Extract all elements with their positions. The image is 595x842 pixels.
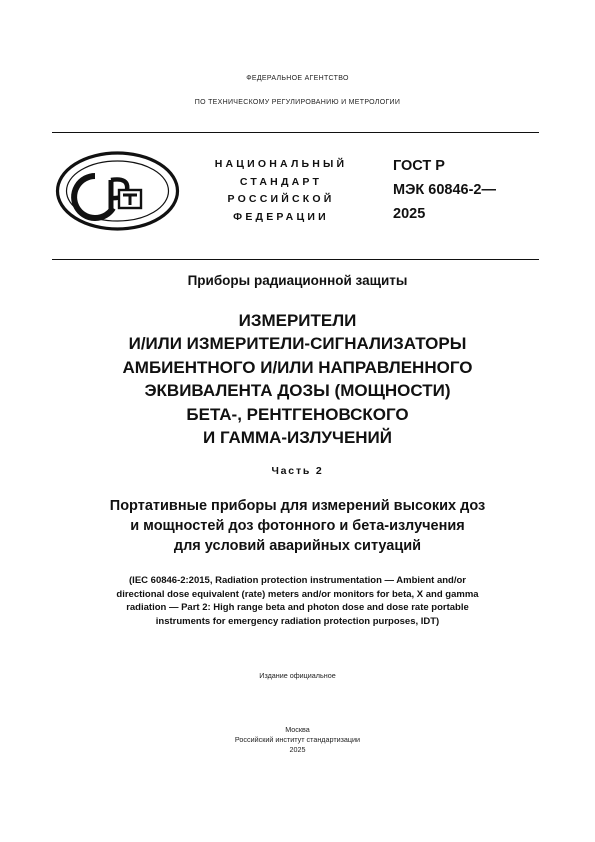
imprint-block	[0, 725, 595, 755]
national-standard-line: ФЕДЕРАЦИИ	[233, 210, 329, 223]
topic-heading: Приборы радиационной защиты	[187, 273, 408, 288]
title-line: И/ИЛИ ИЗМЕРИТЕЛИ-СИГНАЛИЗАТОРЫ	[128, 334, 467, 354]
title-line: БЕТА-, РЕНТГЕНОВСКОГО	[186, 404, 409, 424]
designation-line: ГОСТ Р	[393, 158, 445, 174]
national-standard-line: НАЦИОНАЛЬНЫЙ	[214, 158, 348, 170]
gost-r-emblem-icon	[55, 150, 180, 232]
subtitle-line: Портативные приборы для измерений высоких доз	[109, 498, 486, 514]
edition-note: Издание официальное	[259, 671, 336, 680]
imprint-year: 2025	[289, 745, 306, 754]
imprint-publisher: Российский институт стандартизации	[234, 735, 361, 744]
national-standard-line: РОССИЙСКОЙ	[227, 193, 335, 205]
title-line: АМБИЕНТНОГО И/ИЛИ НАПРАВЛЕННОГО	[122, 357, 473, 377]
national-standard-block	[198, 156, 364, 226]
gost-r-emblem-graphic	[55, 150, 180, 232]
designation-line: 2025	[393, 206, 426, 222]
title-line: ИЗМЕРИТЕЛИ	[238, 311, 357, 330]
iec-reference-line: (IEC 60846-2:2015, Radiation protection instrumentation — Ambient and/or	[129, 575, 466, 586]
imprint-city: Москва	[285, 725, 310, 734]
title-line: ЭКВИВАЛЕНТА ДОЗЫ (МОЩНОСТИ)	[144, 381, 451, 401]
part-label: Часть 2	[271, 465, 324, 477]
iec-reference	[0, 574, 595, 628]
document-subtitle	[0, 496, 595, 556]
national-standard-line: СТАНДАРТ	[239, 175, 323, 188]
standard-designation	[393, 154, 496, 226]
agency-name-line-2: ПО ТЕХНИЧЕСКОМУ РЕГУЛИРОВАНИЮ И МЕТРОЛОГИИ	[194, 99, 401, 106]
middle-divider	[52, 259, 539, 260]
subtitle-line: для условий аварийных ситуаций	[173, 538, 422, 554]
iec-reference-line: radiation — Part 2: High range beta and photon dose and dose rate portable	[126, 602, 469, 613]
top-divider	[52, 132, 539, 133]
designation-line: МЭК 60846-2—	[393, 182, 496, 198]
iec-reference-line: directional dose equivalent (rate) meters and/or monitors for beta, X and gamma	[116, 588, 479, 600]
title-line: И ГАММА-ИЗЛУЧЕНИЙ	[203, 428, 392, 448]
subtitle-line: и мощностей доз фотонного и бета-излучения	[130, 518, 465, 534]
iec-reference-line: instruments for emergency radiation protection purposes, IDT)	[155, 615, 440, 627]
document-title	[0, 309, 595, 449]
agency-name-line-1: ФЕДЕРАЛЬНОЕ АГЕНТСТВО	[246, 75, 349, 82]
